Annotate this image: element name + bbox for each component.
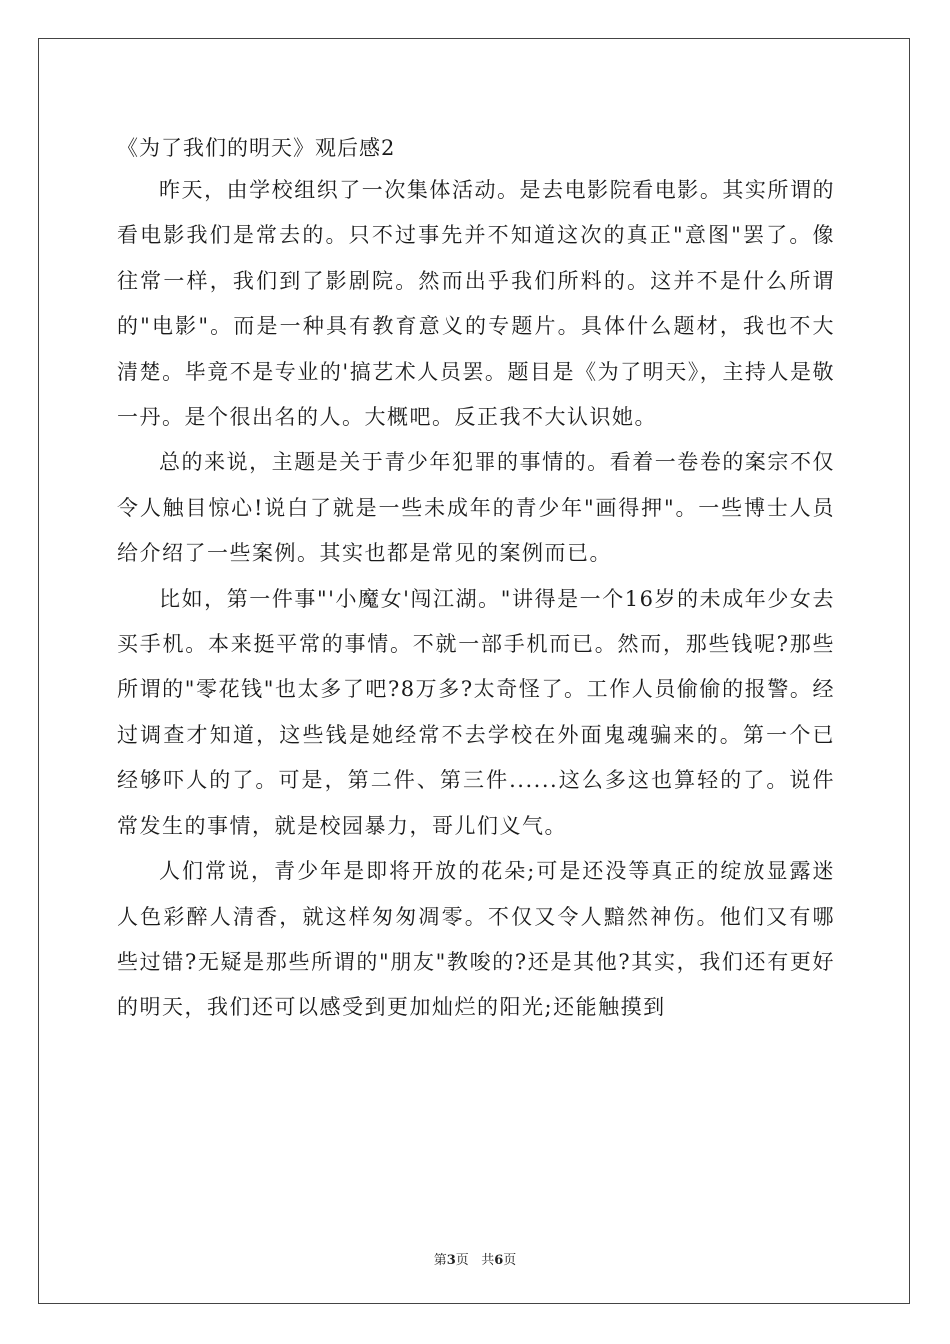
page-prefix: 第 bbox=[433, 1253, 447, 1268]
page-total: 6 bbox=[494, 1253, 504, 1268]
document-body bbox=[117, 128, 835, 1031]
page-current: 3 bbox=[446, 1253, 456, 1268]
total-suffix: 页 bbox=[503, 1253, 517, 1268]
paragraph-3: 比如，第一件事"'小魔女'闯江湖。"讲得是一个16岁的未成年少女去买手机。本来挺平常的事情。不就一部手机而已。然而，那些钱呢?那些所谓的"零花钱"也太多了吧?8万多?太奇怪了。工作人员偷偷的报警。经过调查才知道，这些钱是她经常不去学校在外面鬼魂骗来的。第一个已经够吓人的了。可是，第二件、第三件......这么多这也算轻的了。说件常发生的事情，就是校园暴力，哥儿们义气。 bbox=[117, 586, 835, 838]
paragraph-1: 昨天，由学校组织了一次集体活动。是去电影院看电影。其实所谓的看电影我们是常去的。只不过事先并不知道这次的真正"意图"罢了。像往常一样，我们到了影剧院。然而出乎我们所料的。这并不是什么所谓的"电影"。而是一种具有教育意义的专题片。具体什么题材，我也不大清楚。毕竟不是专业的'搞艺术人员罢。题目是《为了明天》，主持人是敬一丹。是个很出名的人。大概吧。反正我不大认识她。 bbox=[117, 178, 835, 430]
paragraph-2: 总的来说，主题是关于青少年犯罪的事情的。看着一卷卷的案宗不仅令人触目惊心!说白了就是一些未成年的青少年"画得押"。一些博士人员给介绍了一些案例。其实也都是常见的案例而已。 bbox=[117, 450, 835, 566]
paragraph-4: 人们常说，青少年是即将开放的花朵;可是还没等真正的绽放显露迷人色彩醉人清香，就这样匆匆凋零。不仅又令人黯然神伤。他们又有哪些过错?无疑是那些所谓的"朋友"教唆的?还是其他?其实，我们还有更好的明天，我们还可以感受到更加灿烂的阳光;还能触摸到 bbox=[117, 859, 835, 1020]
total-prefix: 共 bbox=[481, 1253, 495, 1268]
page-suffix: 页 bbox=[455, 1253, 469, 1268]
document-title: 《为了我们的明天》观后感2 bbox=[117, 136, 396, 160]
page-footer bbox=[0, 1249, 950, 1268]
